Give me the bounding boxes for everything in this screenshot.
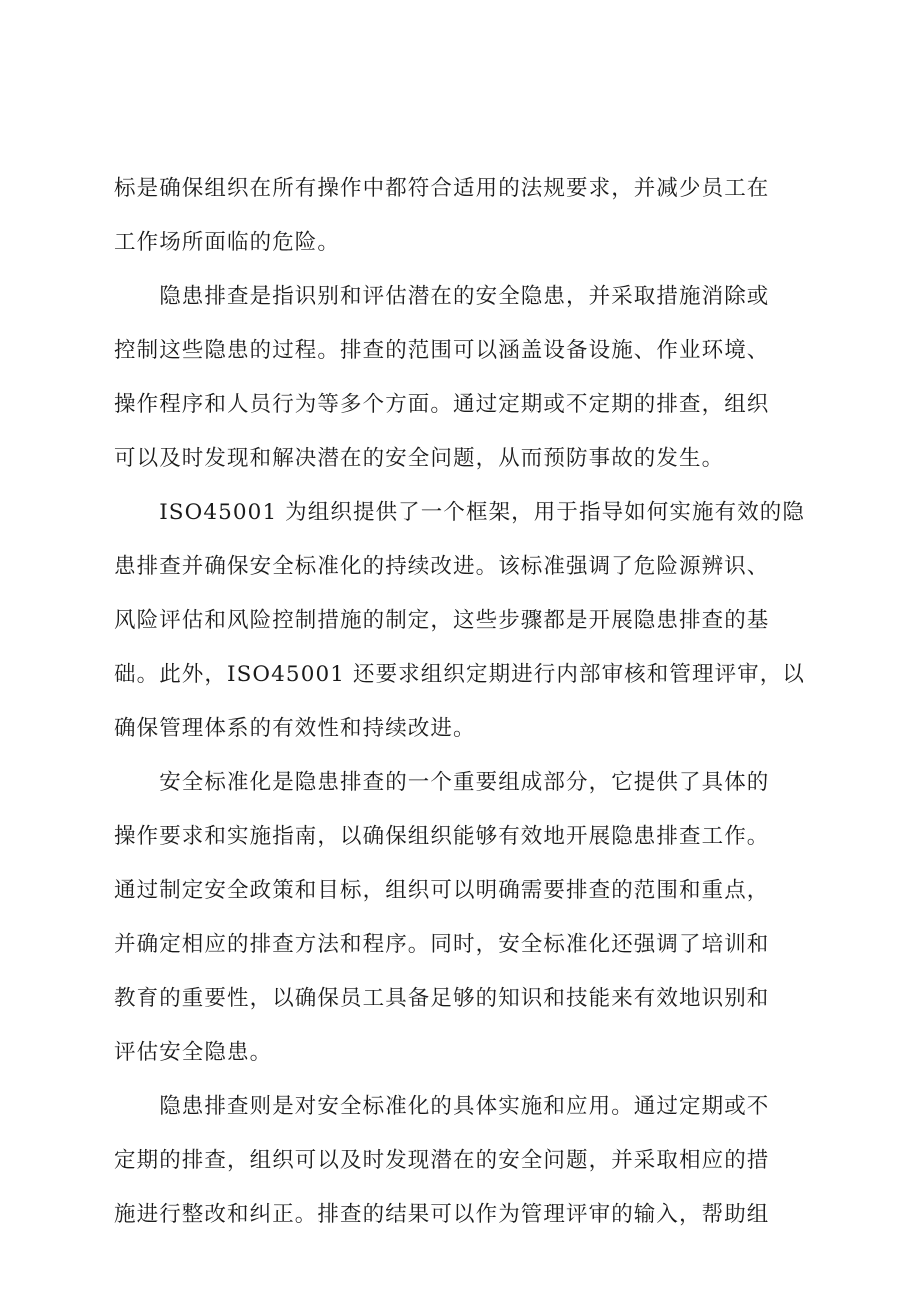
text-line-17: 评估安全隐患。 [114, 1040, 273, 1065]
text-line-2: 工作场所面临的危险。 [114, 230, 341, 255]
text-line-12: 安全标准化是隐患排查的一个重要组成部分，它提供了具体的 [114, 770, 770, 795]
text-line-16: 教育的重要性，以确保员工具备足够的知识和技能来有效地识别和 [114, 986, 770, 1011]
text-line-5: 操作程序和人员行为等多个方面。通过定期或不定期的排查，组织 [114, 392, 770, 417]
text-line-9: 风险评估和风险控制措施的制定，这些步骤都是开展隐患排查的基 [114, 608, 770, 633]
text-line-13: 操作要求和实施指南，以确保组织能够有效地开展隐患排查工作。 [114, 824, 770, 849]
text-line-10: 础。此外，ISO45001 还要求组织定期进行内部审核和管理评审，以 [114, 662, 805, 687]
text-line-19: 定期的排查，组织可以及时发现潜在的安全问题，并采取相应的措 [114, 1148, 770, 1173]
text-line-18: 隐患排查则是对安全标准化的具体实施和应用。通过定期或不 [114, 1094, 770, 1119]
text-line-15: 并确定相应的排查方法和程序。同时，安全标准化还强调了培训和 [114, 932, 770, 957]
text-line-4: 控制这些隐患的过程。排查的范围可以涵盖设备设施、作业环境、 [114, 338, 770, 363]
text-line-3: 隐患排查是指识别和评估潜在的安全隐患，并采取措施消除或 [114, 284, 770, 309]
text-line-1: 标是确保组织在所有操作中都符合适用的法规要求，并减少员工在 [114, 176, 770, 201]
body-text [114, 162, 805, 1242]
text-line-11: 确保管理体系的有效性和持续改进。 [114, 716, 476, 741]
text-line-8: 患排查并确保安全标准化的持续改进。该标准强调了危险源辨识、 [114, 554, 770, 579]
text-line-14: 通过制定安全政策和目标，组织可以明确需要排查的范围和重点， [114, 878, 770, 903]
text-line-7: ISO45001 为组织提供了一个框架，用于指导如何实施有效的隐 [114, 500, 805, 525]
text-line-20: 施进行整改和纠正。排查的结果可以作为管理评审的输入，帮助组 [114, 1202, 770, 1227]
text-line-6: 可以及时发现和解决潜在的安全问题，从而预防事故的发生。 [114, 446, 725, 471]
